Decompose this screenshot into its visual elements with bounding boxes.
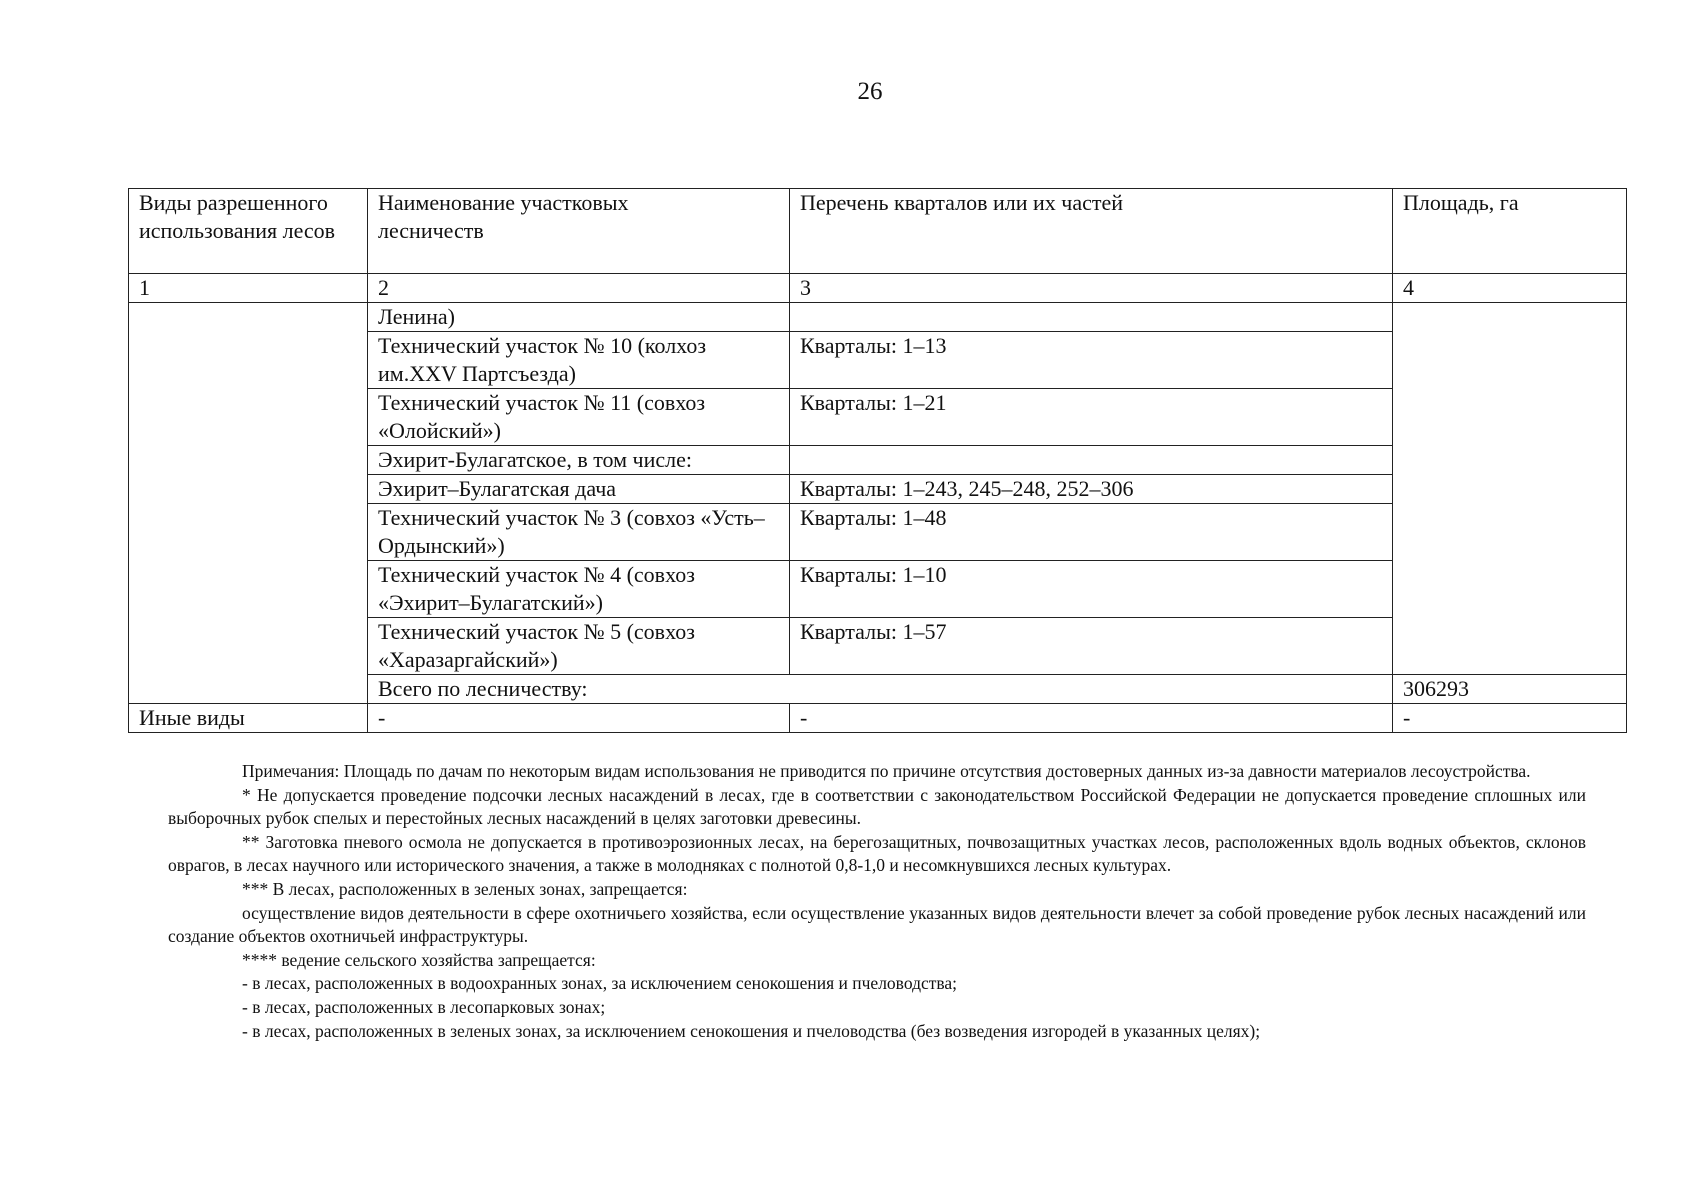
note-list-item: - в лесах, расположенных в зеленых зонах, за исключением сенокошения и пчеловодства (без возведения изгородей в указанных целях); xyxy=(242,1020,1261,1041)
header-row xyxy=(129,189,1627,274)
header-quarters: Перечень кварталов или их частей xyxy=(790,189,1393,274)
note-list-item: - в лесах, расположенных в водоохранных зонах, за исключением сенокошения и пчеловодства; xyxy=(242,973,958,994)
forestry-name: Технический участок № 11 (совхоз «Олойский») xyxy=(368,389,790,446)
other-quarters: - xyxy=(790,704,1393,733)
use-type-cell-empty xyxy=(129,303,368,704)
forestry-name: Технический участок № 10 (колхоз им.XXV Партсъезда) xyxy=(368,332,790,389)
note-paragraph: Примечания: Площадь по дачам по некоторым видам использования не приводится по причине отсутствия достоверных данных из-за давности материалов лесоустройства. xyxy=(242,761,1531,781)
other-forestry-name: - xyxy=(368,704,790,733)
header-use-type: Виды разрешенного использования лесов xyxy=(129,189,368,274)
quarters: Кварталы: 1–13 xyxy=(790,332,1393,389)
quarters: Кварталы: 1–21 xyxy=(790,389,1393,446)
column-number: 1 xyxy=(129,274,368,303)
forestry-name: Технический участок № 5 (совхоз «Харазаргайский») xyxy=(368,618,790,675)
forestry-name: Эхирит-Булагатское, в том числе: xyxy=(368,446,790,475)
note-paragraph: **** ведение сельского хозяйства запрещается: xyxy=(242,949,596,970)
other-use-type: Иные виды xyxy=(129,704,368,733)
quarters xyxy=(790,303,1393,332)
forestry-name: Ленина) xyxy=(368,303,790,332)
quarters xyxy=(790,446,1393,475)
column-number: 4 xyxy=(1393,274,1627,303)
forestry-name: Технический участок № 3 (совхоз «Усть–Ордынский») xyxy=(368,504,790,561)
other-area: - xyxy=(1393,704,1627,733)
column-number: 2 xyxy=(368,274,790,303)
header-area: Площадь, га xyxy=(1393,189,1627,274)
other-uses-row xyxy=(129,704,1627,733)
area-cell-empty xyxy=(1393,303,1627,675)
note-paragraph: осуществление видов деятельности в сфере охотничьего хозяйства, если осуществление указанных видов деятельности влечет за собой проведение рубок лесных насаждений или создание объектов охотничьей инфраструктуры. xyxy=(168,902,1586,947)
table-row xyxy=(129,303,1627,332)
note-paragraph: ** Заготовка пневого осмола не допускается в противоэрозионных лесах, на берегозащитных, почвозащитных участках лесов, расположенных вдоль водных объектов, склонов оврагов, в лесах научного или исторического значения, а также в молодняках с полнотой 0,8-1,0 и несомкнувшихся лесных культурах. xyxy=(168,831,1586,876)
note-paragraph: *** В лесах, расположенных в зеленых зонах, запрещается: xyxy=(242,878,688,899)
total-label: Всего по лесничеству: xyxy=(368,675,1393,704)
quarters: Кварталы: 1–48 xyxy=(790,504,1393,561)
column-number-row xyxy=(129,274,1627,303)
notes-section xyxy=(168,760,1586,1043)
forestry-name: Технический участок № 4 (совхоз «Эхирит–Булагатский») xyxy=(368,561,790,618)
page-number: 26 xyxy=(857,78,883,105)
total-area: 306293 xyxy=(1393,675,1627,704)
forest-use-table xyxy=(128,188,1627,733)
quarters: Кварталы: 1–10 xyxy=(790,561,1393,618)
column-number: 3 xyxy=(790,274,1393,303)
forestry-name: Эхирит–Булагатская дача xyxy=(368,475,790,504)
quarters: Кварталы: 1–57 xyxy=(790,618,1393,675)
note-paragraph: * Не допускается проведение подсочки лесных насаждений в лесах, где в соответствии с законодательством Российской Федерации не допускается проведение сплошных или выборочных рубок спелых и перестойных лесных насаждений в целях заготовки древесины. xyxy=(168,784,1586,829)
note-list-item: - в лесах, расположенных в лесопарковых зонах; xyxy=(242,996,606,1017)
quarters: Кварталы: 1–243, 245–248, 252–306 xyxy=(790,475,1393,504)
header-forestry-name: Наименование участковых лесничеств xyxy=(368,189,790,274)
